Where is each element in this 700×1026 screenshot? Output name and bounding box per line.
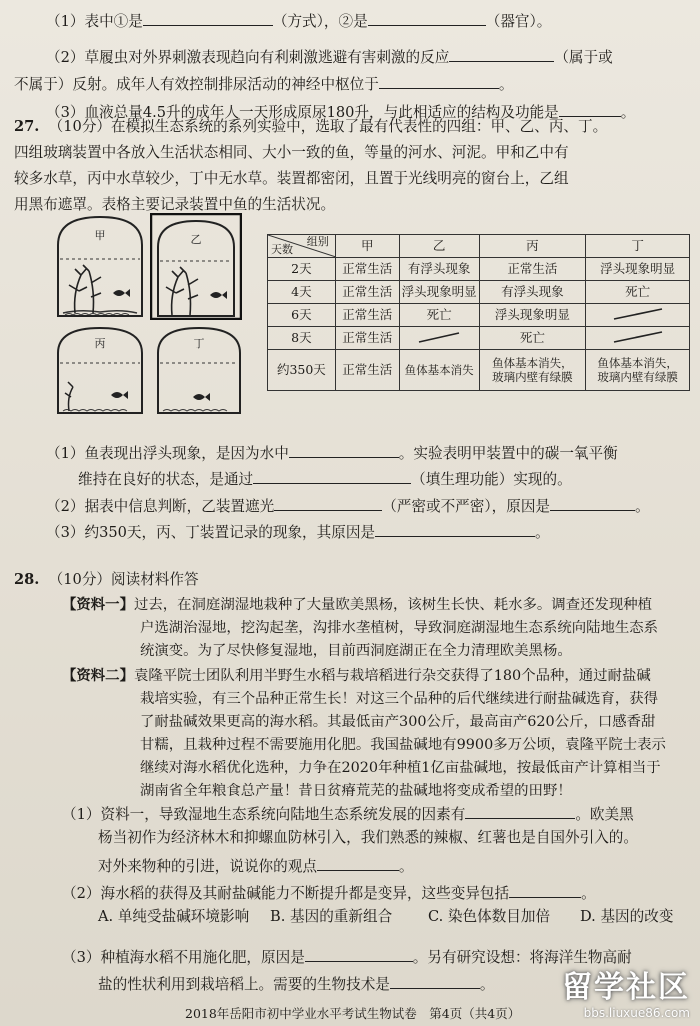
q27-1-text: 。实验表明甲装置中的碳一氧平衡 bbox=[398, 445, 618, 462]
tank-yi-figure bbox=[150, 213, 242, 320]
material-two-line-2: 栽培实验，有三个品种正常生长！对这三个品种的后代继续进行耐盐碱选育，获得 bbox=[140, 691, 659, 707]
q28-1-text: 。 bbox=[398, 858, 414, 875]
watermark-title: 留学社区 bbox=[562, 970, 690, 1005]
answer-blank[interactable] bbox=[379, 72, 499, 89]
tank-label: 甲 bbox=[94, 229, 106, 242]
table-cell: 正常生活 bbox=[335, 258, 399, 281]
q28-3-text: 。另有研究设想：将海洋生物高耐 bbox=[412, 949, 632, 966]
q27-3-text: 。 bbox=[535, 524, 550, 541]
q28-3-text: （3）种植海水稻不用施化肥，原因是 bbox=[62, 949, 305, 966]
strike-line bbox=[598, 330, 678, 344]
struck-out-cell bbox=[399, 327, 479, 350]
table-cell bbox=[586, 350, 690, 391]
header-group-label: 组别 bbox=[306, 235, 329, 248]
strike-line bbox=[598, 307, 678, 321]
struck-out-cell bbox=[586, 304, 690, 327]
q28-part2 bbox=[62, 881, 596, 904]
table-row bbox=[268, 350, 690, 391]
material-two-tag: 【资料二】 bbox=[62, 667, 134, 684]
table-row bbox=[268, 258, 690, 281]
q28-part1-opinion bbox=[98, 854, 414, 877]
q27-1-text: （1）鱼表现出浮头现象，是因为水中 bbox=[46, 445, 289, 462]
table-cell: 死亡 bbox=[479, 327, 586, 350]
column-header: 丙 bbox=[479, 235, 586, 258]
material-one-line-1 bbox=[62, 595, 652, 615]
tank-label: 丙 bbox=[94, 337, 106, 350]
tank-jia-figure bbox=[55, 213, 145, 318]
q27-2-text: 。 bbox=[635, 498, 650, 515]
struck-out-cell bbox=[586, 327, 690, 350]
q28-title: （10分）阅读材料作答 bbox=[48, 571, 199, 588]
option-c[interactable]: C. 染色体数目加倍 bbox=[428, 908, 551, 925]
tank-label: 丁 bbox=[193, 337, 205, 350]
q26-part2-cont bbox=[14, 72, 513, 95]
q27-stem-line-3: 较多水草，丙中水草较少，丁中无水草。装置都密闭，且置于光线明亮的窗台上，乙组 bbox=[14, 170, 569, 187]
q26-1-text: （方式），②是 bbox=[272, 13, 368, 30]
cell-line: 玻璃内壁有绿膜 bbox=[597, 370, 678, 384]
q28-part1-cont: 杨当初作为经济林木和抑螺血防林引入，我们熟悉的辣椒、红薯也是自国外引入的。 bbox=[98, 829, 638, 846]
q26-3-text: 。 bbox=[620, 104, 636, 121]
q27-stem-line-1 bbox=[14, 117, 607, 137]
q27-1-text: 维持在良好的状态，是通过 bbox=[78, 471, 254, 488]
q27-part2 bbox=[46, 494, 650, 517]
q26-2-text: （2）草履虫对外界刺激表现趋向有利刺激逃避有害刺激的反应 bbox=[46, 49, 450, 66]
q28-3-text: 。 bbox=[479, 976, 495, 993]
cell-line: 鱼体基本消失， bbox=[597, 356, 678, 370]
table-cell: 死亡 bbox=[399, 304, 479, 327]
table-cell bbox=[479, 350, 586, 391]
q26-1-text: （器官）。 bbox=[485, 13, 552, 30]
header-day-label: 天数 bbox=[271, 243, 293, 256]
diagonal-header-cell bbox=[268, 235, 336, 258]
q27-3-text: （3）约350天，丙、丁装置记录的现象，其原因是 bbox=[46, 524, 376, 541]
table-cell: 死亡 bbox=[586, 281, 690, 304]
day-cell: 2天 bbox=[268, 258, 336, 281]
q27-stem-text: （10分）在模拟生态系统的系列实验中，选取了最有代表性的四组：甲、乙、丙、丁。 bbox=[48, 118, 608, 135]
table-cell: 鱼体基本消失 bbox=[399, 350, 479, 391]
option-a[interactable]: A. 单纯受盐碱环境影响 bbox=[98, 908, 250, 925]
material-two-line-4: 甘糯，且栽种过程不需要施用化肥。我国盐碱地有9900多万公顷，袁隆平院士表示 bbox=[140, 737, 666, 753]
q28-1-text: （1）资料一，导致湿地生态系统向陆地生态系统发展的因素有 bbox=[62, 806, 466, 823]
answer-blank[interactable] bbox=[550, 494, 635, 511]
q27-stem-line-4: 用黑布遮罩。表格主要记录装置中鱼的生活状况。 bbox=[14, 196, 336, 213]
cell-line: 鱼体基本消失， bbox=[492, 356, 573, 370]
column-header: 丁 bbox=[586, 235, 690, 258]
cell-line: 玻璃内壁有绿膜 bbox=[492, 370, 573, 384]
q26-1-text: （1）表中①是 bbox=[46, 13, 143, 30]
material-one-tag: 【资料一】 bbox=[62, 596, 134, 613]
q27-2-text: （2）据表中信息判断，乙装置遮光 bbox=[46, 498, 275, 515]
table-row bbox=[268, 304, 690, 327]
q28-1-text: 对外来物种的引进，说说你的观点 bbox=[98, 858, 317, 875]
q28-3-text: 盐的性状利用到栽培稻上。需要的生物技术是 bbox=[98, 976, 390, 993]
answer-blank[interactable] bbox=[465, 802, 575, 819]
q27-1-text: （填生理功能）实现的。 bbox=[411, 471, 572, 488]
material-text: 过去，在洞庭湖湿地栽种了大量欧美黑杨，该树生长快、耗水多。调查还发现种植 bbox=[133, 597, 653, 613]
answer-blank[interactable] bbox=[449, 45, 554, 62]
q26-part1 bbox=[46, 9, 551, 32]
option-b[interactable]: B. 基因的重新组合 bbox=[270, 908, 393, 925]
material-one-line-2: 户选湖治湿地，挖沟起垄，沟排水垄植树，导致洞庭湖湿地生态系统向陆地生态系 bbox=[140, 620, 659, 636]
q27-number: 27. bbox=[14, 118, 40, 135]
material-text: 袁隆平院士团队利用半野生水稻与栽培稻进行杂交获得了180个品种，通过耐盐碱 bbox=[133, 668, 651, 684]
q28-2-text: 。 bbox=[581, 885, 596, 902]
watermark-logo bbox=[562, 962, 690, 1020]
table-row bbox=[268, 281, 690, 304]
answer-blank[interactable] bbox=[368, 9, 486, 26]
day-cell: 6天 bbox=[268, 304, 336, 327]
table-cell: 正常生活 bbox=[335, 304, 399, 327]
table-cell: 正常生活 bbox=[479, 258, 586, 281]
q27-part3 bbox=[46, 520, 550, 543]
q28-part3-cont bbox=[98, 972, 495, 995]
q28-heading bbox=[14, 570, 199, 590]
material-two-line-3: 了耐盐碱效果更高的海水稻。其最低亩产300公斤，最高亩产620公斤，口感香甜 bbox=[140, 714, 656, 730]
answer-blank[interactable] bbox=[390, 972, 480, 989]
q28-part3 bbox=[62, 945, 632, 968]
material-two-line-1 bbox=[62, 666, 651, 686]
answer-blank[interactable] bbox=[559, 100, 621, 117]
q28-2-text: （2）海水稻的获得及其耐盐碱能力不断提升都是变异，这些变异包括 bbox=[62, 885, 510, 902]
answer-blank[interactable] bbox=[289, 441, 399, 458]
table-cell: 浮头现象明显 bbox=[479, 304, 586, 327]
material-one-line-3: 统演变。为了尽快修复湿地，目前西洞庭湖正在全力清理欧美黑杨。 bbox=[140, 643, 572, 659]
q26-2-text: （属于或 bbox=[554, 49, 613, 66]
answer-blank[interactable] bbox=[143, 9, 273, 26]
day-cell: 4天 bbox=[268, 281, 336, 304]
material-two-line-6: 湖南省全年粮食总产量！昔日贫瘠荒芜的盐碱地将变成希望的田野！ bbox=[140, 783, 572, 799]
answer-blank[interactable] bbox=[509, 881, 581, 898]
day-cell: 约350天 bbox=[268, 350, 336, 391]
table-cell: 有浮头现象 bbox=[479, 281, 586, 304]
q26-part2 bbox=[46, 45, 613, 68]
tank-ding-figure bbox=[155, 325, 243, 415]
answer-blank[interactable] bbox=[274, 494, 382, 511]
day-cell: 8天 bbox=[268, 327, 336, 350]
answer-blank[interactable] bbox=[375, 520, 535, 537]
watermark-url: bbs.liuxue86.com bbox=[583, 1006, 690, 1020]
material-two-line-5: 继续对海水稻优化选种，力争在2020年种植1亿亩盐碱地，按最低亩产计算相当于 bbox=[140, 760, 661, 776]
q27-part1-cont bbox=[78, 467, 572, 490]
q26-2-text: 。 bbox=[498, 76, 514, 93]
fish-status-table bbox=[267, 234, 690, 391]
q28-number: 28. bbox=[14, 571, 40, 588]
page-footer: 2018年岳阳市初中学业水平考试生物试卷 第4页（共4页） bbox=[185, 1006, 521, 1021]
answer-blank[interactable] bbox=[317, 854, 399, 871]
table-cell: 浮头现象明显 bbox=[586, 258, 690, 281]
q28-part1 bbox=[62, 802, 634, 825]
strike-line bbox=[409, 330, 469, 344]
table-row bbox=[268, 327, 690, 350]
q27-part1 bbox=[46, 441, 618, 464]
table-cell: 正常生活 bbox=[335, 327, 399, 350]
column-header: 甲 bbox=[335, 235, 399, 258]
answer-blank[interactable] bbox=[253, 467, 411, 484]
option-d[interactable]: D. 基因的改变 bbox=[580, 908, 674, 925]
q27-2-text: （严密或不严密），原因是 bbox=[382, 498, 551, 515]
tank-label: 乙 bbox=[190, 233, 202, 246]
q26-3-text: （3）血液总量4.5升的成年人一天形成原尿180升，与此相适应的结构及功能是 bbox=[46, 104, 559, 121]
table-cell: 浮头现象明显 bbox=[399, 281, 479, 304]
table-header-row bbox=[268, 235, 690, 258]
q28-1-text: 。欧美黑 bbox=[575, 806, 634, 823]
tank-bing-figure bbox=[55, 325, 145, 415]
q27-stem-line-2: 四组玻璃装置中各放入生活状态相同、大小一致的鱼，等量的河水、河泥。甲和乙中有 bbox=[14, 144, 569, 161]
table-cell: 有浮头现象 bbox=[399, 258, 479, 281]
q26-2-text: 不属于）反射。成年人有效控制排尿活动的神经中枢位于 bbox=[14, 76, 379, 93]
table-cell: 正常生活 bbox=[335, 350, 399, 391]
column-header: 乙 bbox=[399, 235, 479, 258]
table-cell: 正常生活 bbox=[335, 281, 399, 304]
answer-blank[interactable] bbox=[305, 945, 413, 962]
